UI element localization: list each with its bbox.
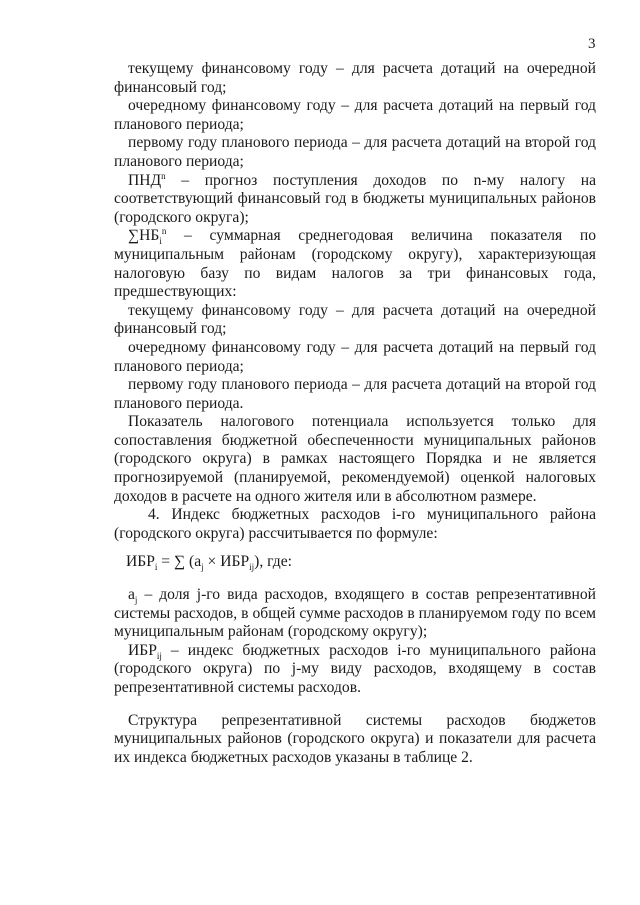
nb-superscript: n <box>161 226 167 237</box>
formula-lhs-subscript: i <box>154 562 158 573</box>
nb-subscript: i <box>159 236 162 247</box>
page-number: 3 <box>588 36 596 52</box>
paragraph-first-planning-year-2: первому году планового периода – для расчета дотаций на второй год планового периода. <box>114 376 596 412</box>
ibrij-text: – индекс бюджетных расходов i-го муниципального района (городского округа) по j-му виду расходов, входящему в состав репрезентативной системы расходов. <box>114 641 596 696</box>
ibrij-symbol: ИБР <box>128 641 157 659</box>
aj-text: – доля j-го вида расходов, входящего в состав репрезентативной системы расходов, в общей сумме расходов в планируемом году по всем муниципальным районам (городскому округу); <box>114 586 596 641</box>
formula-lhs: ИБР <box>126 553 155 571</box>
paragraph-ibrij-definition <box>114 642 596 698</box>
pnd-text: – прогноз поступления доходов по n-му налогу на соответствующий финансовый год в бюджеты муниципальных районов (городского округа); <box>114 171 596 226</box>
paragraph-structure: Структура репрезентативной системы расходов бюджетов муниципальных районов (городского округа) и показатели для расчета их индекса бюджетных расходов указаны в таблице 2. <box>114 711 596 766</box>
formula-ibr <box>126 553 596 572</box>
paragraph-current-year: текущему финансовому году – для расчета дотаций на очередной финансовый год; <box>114 60 596 96</box>
aj-subscript: j <box>134 595 138 606</box>
nb-symbol: ∑НБ <box>128 227 160 245</box>
paragraph-pnd-definition <box>114 172 596 228</box>
formula-end: ), где: <box>254 553 292 571</box>
paragraph-nb-definition <box>114 227 596 301</box>
ibrij-subscript: ij <box>156 650 162 661</box>
document-body <box>114 60 596 767</box>
formula-sum: = ∑ (a <box>157 553 202 571</box>
pnd-symbol: ПНД <box>128 171 162 189</box>
paragraph-first-planning-year: первому году планового периода – для расчета дотаций на второй год планового периода; <box>114 134 596 170</box>
paragraph-aj-definition <box>114 586 596 642</box>
pnd-superscript: n <box>161 170 166 181</box>
paragraph-tax-potential: Показатель налогового потенциала используется только для сопоставления бюджетной обеспеченности муниципальных районов (городского округа) в рамках настоящего Порядка и не является прогнозируемой (планируемой, рекомендуемой) оценкой налоговых доходов в расчете на одного жителя или в абсолютном размере. <box>114 413 596 505</box>
paragraph-next-year-2: очередному финансовому году – для расчета дотаций на первый год планового периода; <box>114 338 596 375</box>
paragraph-next-year: очередному финансовому году – для расчета дотаций на первый год планового периода; <box>114 97 596 133</box>
aj-symbol: a <box>128 586 135 604</box>
paragraph-item-4: 4. Индекс бюджетных расходов i-го муниципального района (городского округа) рассчитывается по формуле: <box>114 506 596 542</box>
nb-text: – суммарная среднегодовая величина показателя по муниципальным районам (городскому округу), характеризующая налоговую базу по видам налогов за три финансовых года, предшествующих: <box>114 227 596 301</box>
formula-aj-subscript: j <box>201 562 204 573</box>
formula-ibr-subscript: ij <box>249 562 255 573</box>
formula-times: × ИБР <box>203 553 250 571</box>
paragraph-current-year-2: текущему финансовому году – для расчета дотаций на очередной финансовый год; <box>114 301 596 338</box>
